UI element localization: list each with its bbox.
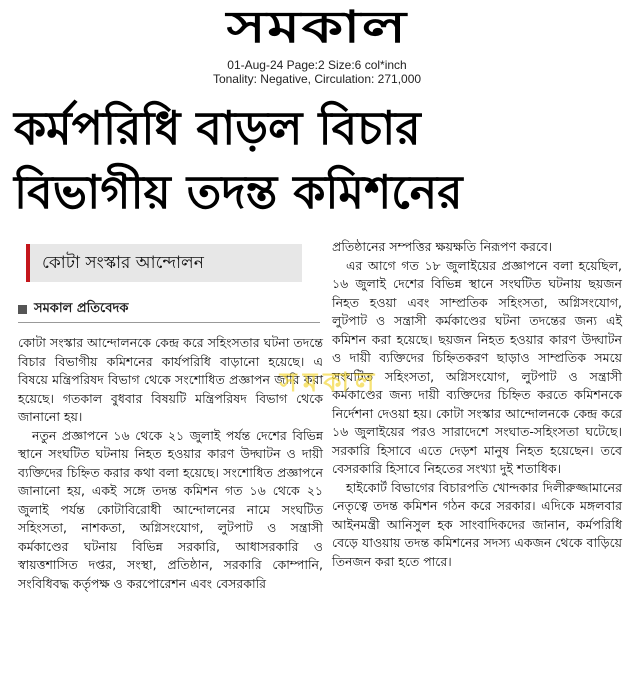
article-paragraph: প্রতিষ্ঠানের সম্পত্তির ক্ষয়ক্ষতি নিরূপণ করবে। [332,239,553,254]
byline-text: সমকাল প্রতিবেদক [34,301,129,316]
section-label: কোটা সংস্কার আন্দোলন [42,253,204,273]
newspaper-masthead: সমকাল [226,2,408,53]
byline-square-icon [18,305,27,314]
article-paragraph: হাইকোর্ট বিভাগের বিচারপতি খোন্দকার দিলীরুজ্জামানের নেতৃত্বে তদন্ত কমিশন গঠন করে সরকার। এদিকে মঙ্গলবার আইনমন্ত্রী আনিসুল হক সাংবাদিকদের জানান, কর্মপরিধি বেড়ে যাওয়ায় তদন্ত কমিশনের সদস্য একজন থেকে বাড়িয়ে তিনজন করা হতে পারে। [332,479,622,569]
article-column-left [18,334,323,593]
clipping-meta-tonality: Tonality: Negative, Circulation: 271,000 [212,72,422,86]
article-paragraph: এর আগে গত ১৮ জুলাইয়ের প্রজ্ঞাপনে বলা হয়েছিল, ১৬ জুলাই দেশের বিভিন্ন স্থানে সংঘটিত ঘটনায় ছয়জন নিহত হওয়া এবং সাম্প্রতিক সহিংসতা, অগ্নিসংযোগ, লুটপাট ও সন্ত্রাসী কর্মকাণ্ডের ঘটনা তদন্তের জন্য এই কমিশন করা হয়েছে। ছয়জন নিহত হওয়ার কারণ উদ্ঘাটন ও দায়ী ব্যক্তিদের চিহ্নিতকরণ ছাড়াও সাম্প্রতিক সময়ে সংঘটিত সহিংসতা, অগ্নিসংযোগ, লুটপাট ও সন্ত্রাসী কর্মকাণ্ডের জন্য দায়ী ব্যক্তিদের চিহ্নিত করতে কমিশনকে নির্দেশনা দেওয়া হয়। কোটা সংস্কার আন্দোলনকে কেন্দ্র করে ১৬ জুলাইয়ের পরও সারাদেশে সংঘাত-সহিংসতা ঘটেছে। সরকারি হিসাবে এতে দেড়শ মানুষ নিহত হয়েছেন। তবে বেসরকারি হিসাবে নিহতের সংখ্যা দুই শতাধিক। [332,257,622,476]
headline-line-2: বিভাগীয় তদন্ত কমিশনের [14,165,463,219]
watermark: সমকাল [279,368,381,398]
section-label-box [26,244,302,282]
article-paragraph: নতুন প্রজ্ঞাপনে ১৬ থেকে ২১ জুলাই পর্যন্ত দেশের বিভিন্ন স্থানে সংঘটিত ঘটনায় নিহত হওয়ার কারণ উদ্ঘাটন ও দায়ী ব্যক্তিদের চিহ্নিত করার কথা বলা হয়েছে। সংশোধিত প্রজ্ঞাপনে জানানো হয়, একই সঙ্গে তদন্ত কমিশন গত ১৬ থেকে ২১ জুলাই পর্যন্ত কোটাবিরোধী আন্দোলনের নামে সংঘটিত সহিংসতা, নাশকতা, অগ্নিসংযোগ, লুটপাট ও সন্ত্রাসী কর্মকাণ্ডের ঘটনায় বিভিন্ন সরকারি, আধাসরকারি ও স্বায়ত্তশাসিত দপ্তর, সংস্থা, প্রতিষ্ঠান, সরকারি কোম্পানি, সংবিধিবদ্ধ কর্তৃপক্ষ ও করপোরেশন এবং বেসরকারি [18,427,323,591]
clipping-meta-date: 01-Aug-24 Page:2 Size:6 col*inch [227,58,407,72]
article-paragraph: কোটা সংস্কার আন্দোলনকে কেন্দ্র করে সহিংসতার ঘটনা তদন্তে বিচার বিভাগীয় কমিশনের কার্যপরিধি বাড়ানো হয়েছে। এ বিষয়ে মন্ত্রিপরিষদ বিভাগ থেকে সংশোধিত প্রজ্ঞাপন জারি করা হয়েছে। গতকাল বুধবার বিষয়টি মন্ত্রিপরিষদ বিভাগ থেকে জানানো হয়। [18,335,323,424]
headline-line-1: কর্মপরিধি বাড়ল বিচার [14,101,421,155]
byline [18,300,318,322]
byline-divider [18,322,320,323]
article-column-right [332,238,622,571]
